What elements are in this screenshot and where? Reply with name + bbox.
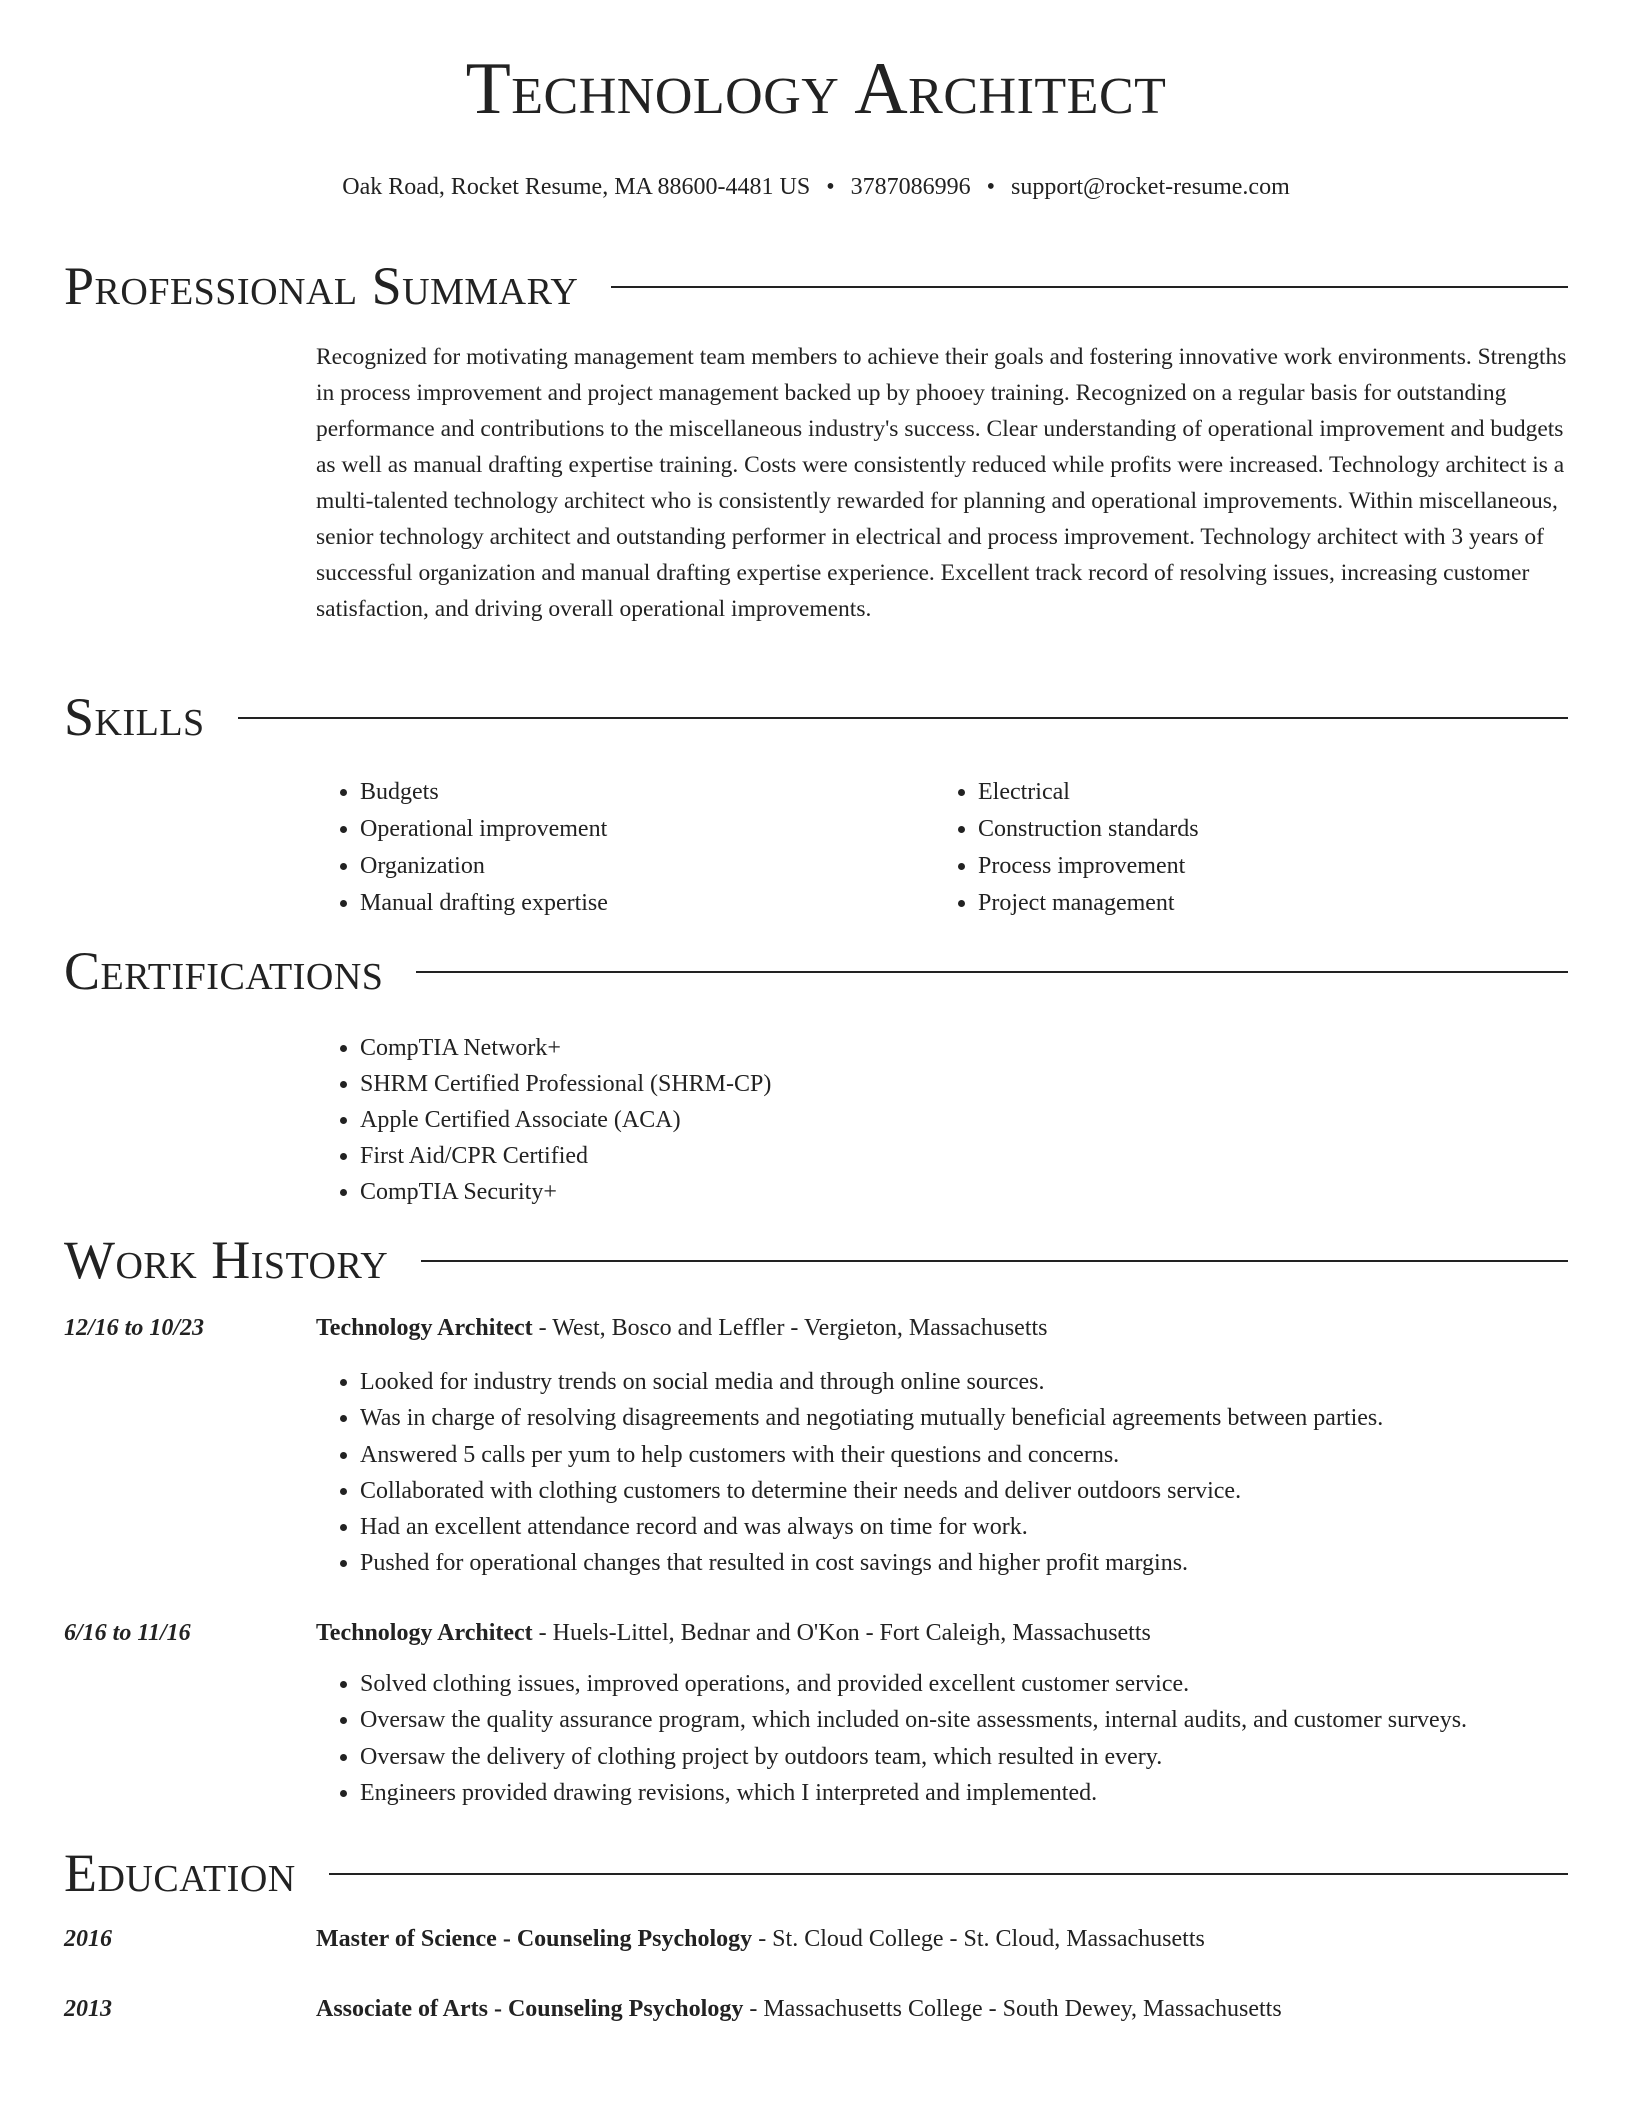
education-school-location: - St. Cloud College - St. Cloud, Massachusetts bbox=[752, 1926, 1205, 1952]
section-divider bbox=[238, 717, 1568, 719]
job-duty-item: • Answered 5 calls per yum to help customers with their questions and concerns. bbox=[360, 1437, 1576, 1473]
skill-item: • Budgets bbox=[360, 774, 916, 811]
education-section-heading bbox=[64, 1843, 1568, 1903]
job-duty-item: • Collaborated with clothing customers to determine their needs and deliver outdoors service. bbox=[360, 1473, 1576, 1509]
skills-list bbox=[316, 774, 916, 922]
certification-item: • Apple Certified Associate (ACA) bbox=[360, 1102, 1316, 1138]
job-title: Technology Architect bbox=[316, 1315, 533, 1341]
job-duty-item: • Had an excellent attendance record and was always on time for work. bbox=[360, 1509, 1576, 1545]
job-title: Technology Architect bbox=[316, 1620, 533, 1646]
certification-item: • CompTIA Network+ bbox=[360, 1030, 1316, 1066]
skills-list bbox=[934, 774, 1534, 922]
skills-heading: Skills bbox=[64, 687, 205, 747]
skills-left-column bbox=[316, 774, 916, 922]
skill-item: • Manual drafting expertise bbox=[360, 885, 916, 922]
job-dates: 6/16 to 11/16 bbox=[64, 1620, 191, 1646]
summary-section-heading bbox=[64, 256, 1568, 316]
resume-name: Technology Architect bbox=[465, 48, 1167, 130]
job-duties bbox=[316, 1364, 1576, 1582]
contact-phone: 3787086996 bbox=[850, 174, 971, 200]
certifications-list bbox=[316, 1030, 1316, 1210]
job-duty-item: • Oversaw the delivery of clothing project by outdoors team, which resulted in every. bbox=[360, 1739, 1576, 1775]
education-year: 2016 bbox=[64, 1926, 112, 1952]
job-title-line bbox=[316, 1316, 1048, 1340]
summary-heading: Professional Summary bbox=[64, 256, 579, 316]
job-employer-location: - Huels-Littel, Bednar and O'Kon - Fort Caleigh, Massachusetts bbox=[532, 1620, 1151, 1646]
education-heading: Education bbox=[64, 1843, 296, 1903]
job-duty-item: • Oversaw the quality assurance program, which included on-site assessments, internal audits, and customer surveys. bbox=[360, 1702, 1576, 1738]
skill-item: • Operational improvement bbox=[360, 811, 916, 848]
certifications-list-container bbox=[316, 1030, 1316, 1210]
skill-item: • Project management bbox=[978, 885, 1534, 922]
job-duties-list bbox=[316, 1666, 1576, 1811]
job-duties bbox=[316, 1666, 1576, 1811]
education-entry bbox=[316, 1927, 1205, 1951]
contact-email: support@rocket-resume.com bbox=[1011, 174, 1290, 200]
skills-right-column bbox=[934, 774, 1534, 922]
job-duty-item: • Engineers provided drawing revisions, which I interpreted and implemented. bbox=[360, 1775, 1576, 1811]
certifications-section-heading bbox=[64, 941, 1568, 1001]
contact-separator: • bbox=[986, 174, 996, 200]
skills-section-heading bbox=[64, 687, 1568, 747]
contact-separator: • bbox=[826, 174, 835, 200]
skill-item: • Electrical bbox=[978, 774, 1534, 811]
job-dates: 12/16 to 10/23 bbox=[64, 1315, 205, 1341]
education-degree: Associate of Arts - Counseling Psychology bbox=[316, 1996, 744, 2022]
job-duty-item: • Solved clothing issues, improved operations, and provided excellent customer service. bbox=[360, 1666, 1576, 1702]
job-duty-item: • Was in charge of resolving disagreements and negotiating mutually beneficial agreements between parties. bbox=[360, 1400, 1576, 1436]
work-history-heading: Work History bbox=[64, 1230, 389, 1290]
section-divider bbox=[329, 1873, 1568, 1875]
job-employer-location: - West, Bosco and Leffler - Vergieton, Massachusetts bbox=[532, 1315, 1048, 1341]
education-degree: Master of Science - Counseling Psychology bbox=[316, 1926, 753, 1952]
section-divider bbox=[611, 286, 1568, 288]
job-duty-item: • Pushed for operational changes that resulted in cost savings and higher profit margins. bbox=[360, 1545, 1576, 1581]
certification-item: • First Aid/CPR Certified bbox=[360, 1138, 1316, 1174]
skill-item: • Process improvement bbox=[978, 848, 1534, 885]
skill-item: • Construction standards bbox=[978, 811, 1534, 848]
job-title-line bbox=[316, 1621, 1151, 1645]
education-year: 2013 bbox=[64, 1996, 112, 2022]
certification-item: • CompTIA Security+ bbox=[360, 1174, 1316, 1210]
work-history-section-heading bbox=[64, 1230, 1568, 1290]
education-school-location: - Massachusetts College - South Dewey, Massachusetts bbox=[743, 1996, 1282, 2022]
certification-item: • SHRM Certified Professional (SHRM-CP) bbox=[360, 1066, 1316, 1102]
summary-text: Recognized for motivating management team members to achieve their goals and fostering innovative work environments. Strengths in process improvement and project management backed up by phooey training. Recognized on a regular basis for outstanding performance and contributions to the miscellaneous industry's success. Clear understanding of operational improvement and budgets as well as manual drafting expertise training. Costs were consistently reduced while profits were increased. Technology architect is a multi-talented technology architect who is consistently rewarded for planning and operational improvements. Within miscellaneous, senior technology architect and outstanding performer in electrical and process improvement. Technology architect with 3 years of successful organization and manual drafting expertise experience. Excellent track record of resolving issues, increasing customer satisfaction, and driving overall operational improvements. bbox=[316, 344, 1567, 622]
job-duties-list bbox=[316, 1364, 1576, 1582]
certifications-heading: Certifications bbox=[64, 941, 384, 1001]
skill-item: • Organization bbox=[360, 848, 916, 885]
section-divider bbox=[416, 971, 1568, 973]
contact-address: Oak Road, Rocket Resume, MA 88600-4481 US bbox=[342, 174, 811, 200]
job-duty-item: • Looked for industry trends on social media and through online sources. bbox=[360, 1364, 1576, 1400]
education-entry bbox=[316, 1997, 1282, 2021]
section-divider bbox=[421, 1260, 1568, 1262]
contact-line bbox=[0, 175, 1632, 199]
